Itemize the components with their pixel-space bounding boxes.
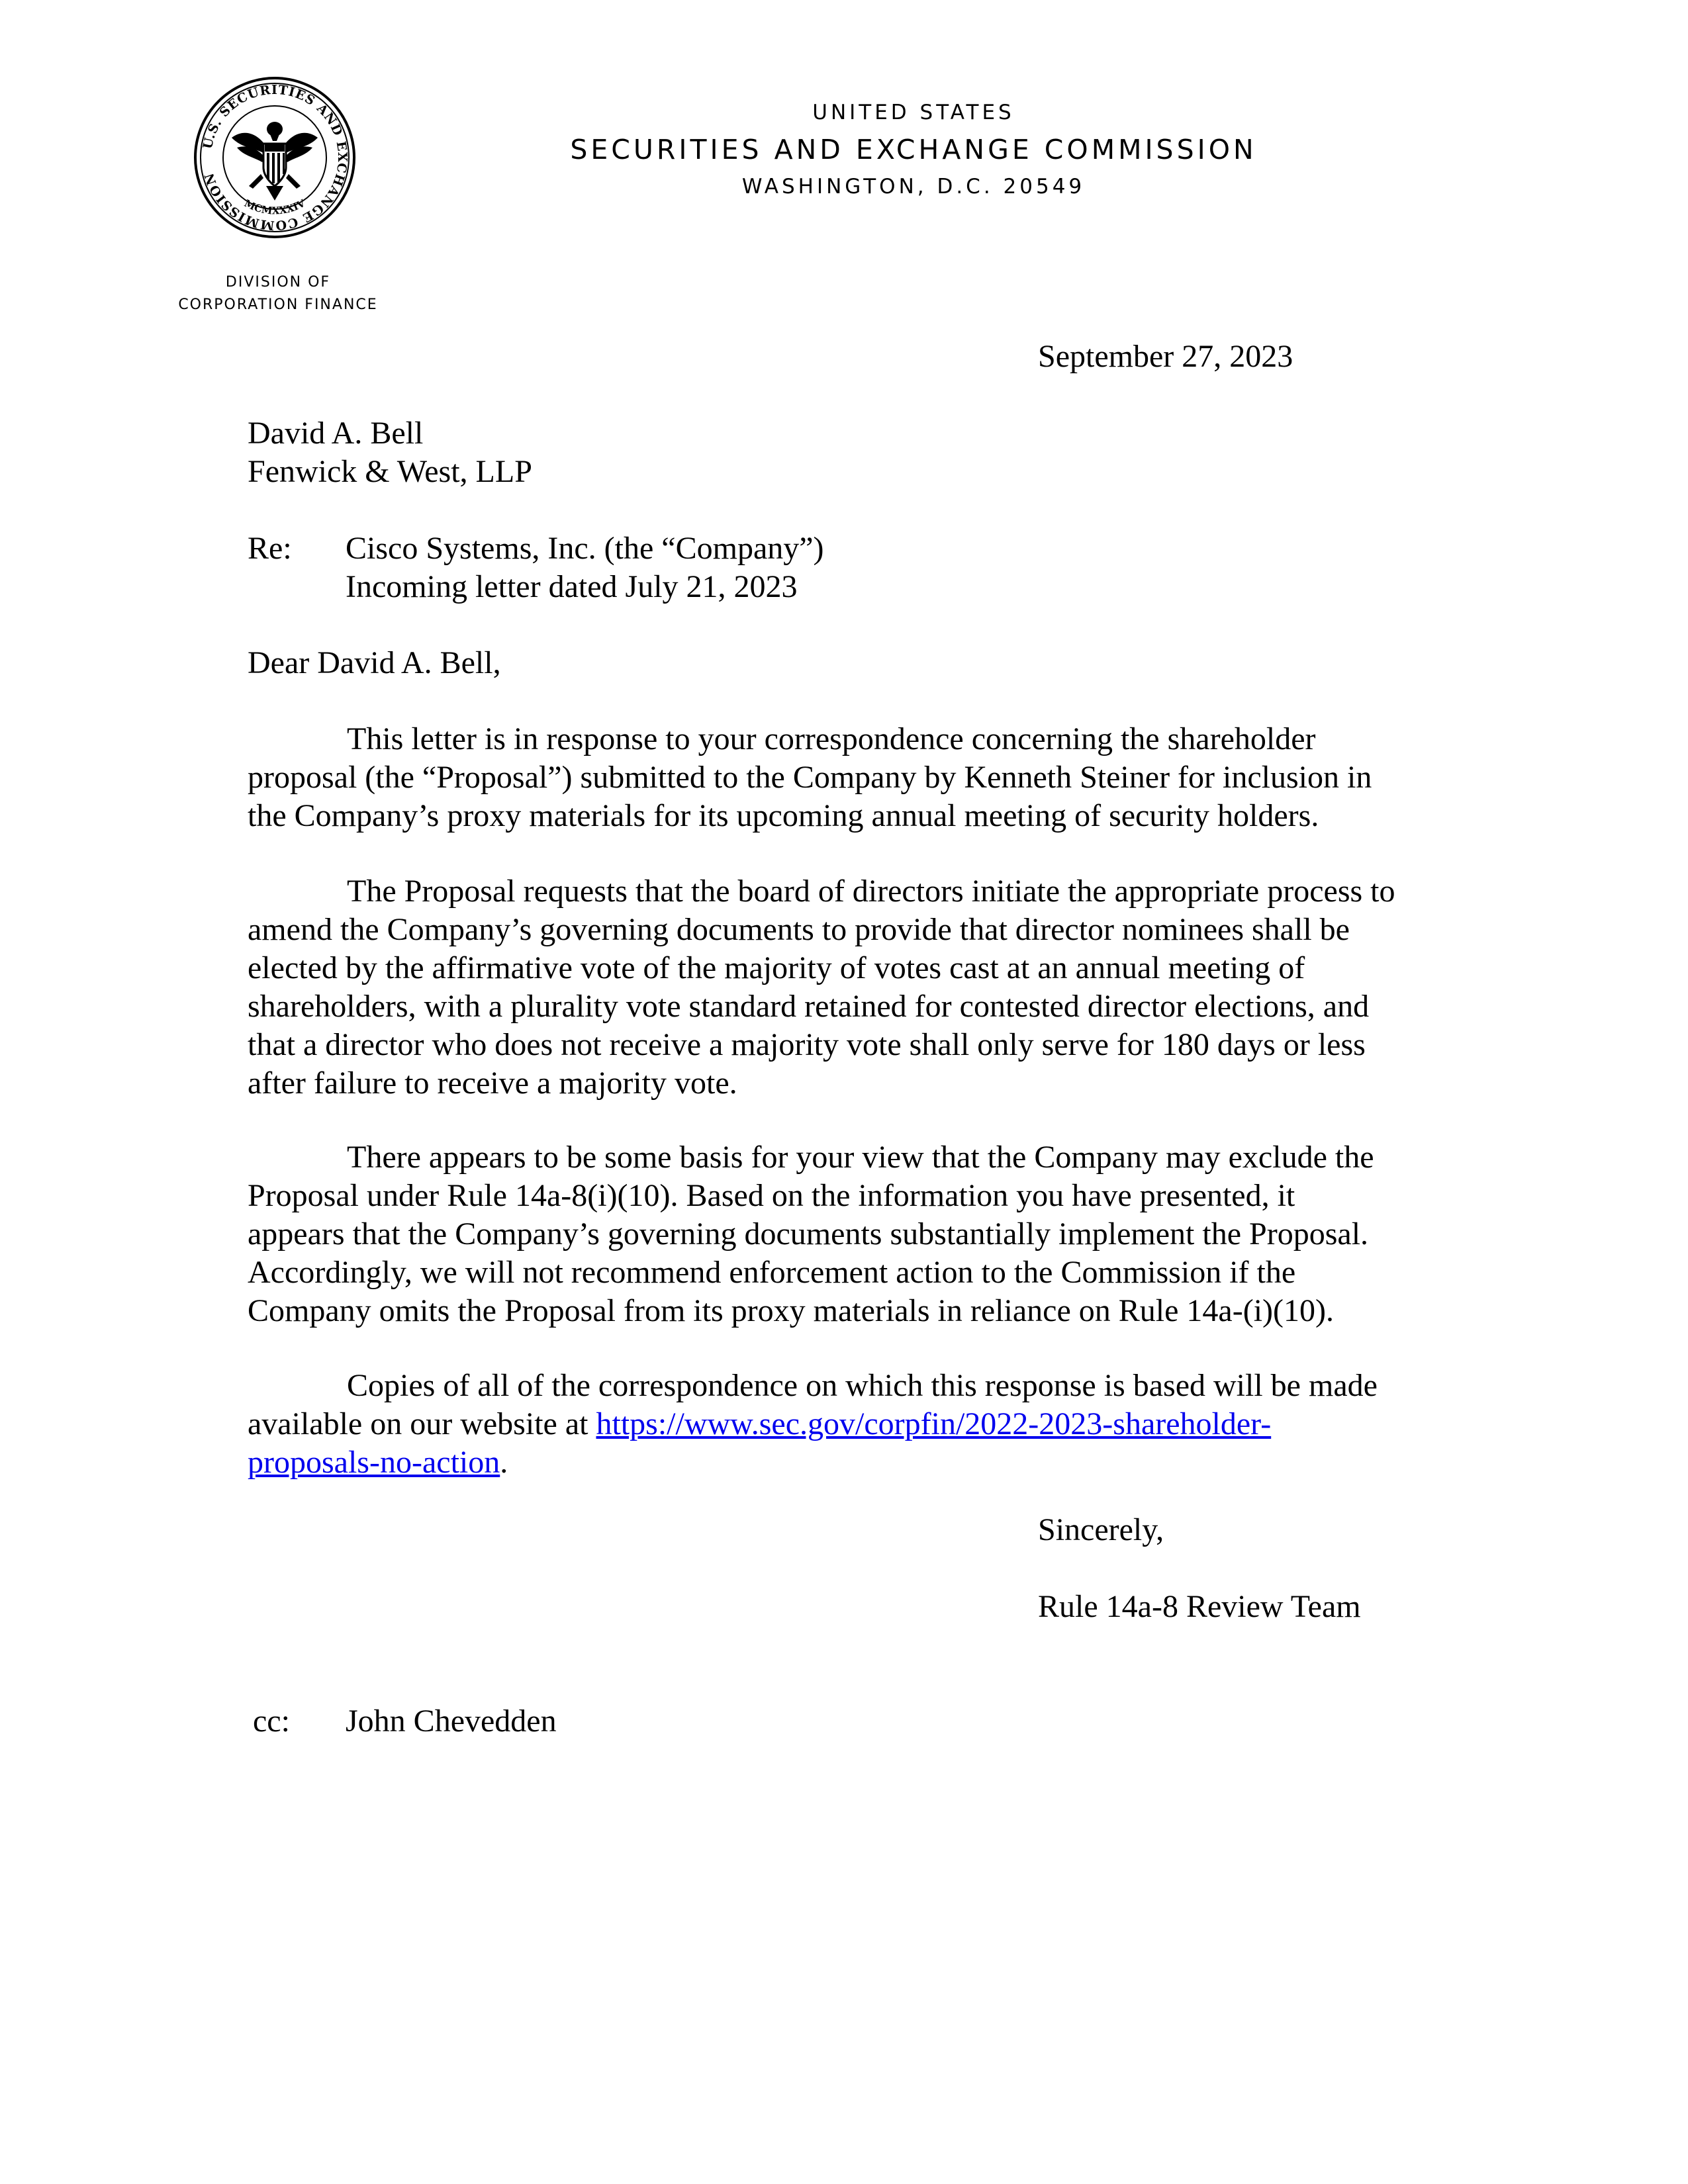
paragraph-3 [248,1138,1452,1330]
letter-date: September 27, 2023 [1038,339,1293,374]
division-line1: DIVISION OF [225,274,331,291]
letterhead-address: WASHINGTON, D.C. 20549 [741,175,1086,199]
letterhead-agency: SECURITIES AND EXCHANGE COMMISSION [570,134,1257,165]
letterhead-country: UNITED STATES [812,101,1015,124]
division-line2: CORPORATION FINANCE [178,296,378,313]
re-incoming-letter: Incoming letter dated July 21, 2023 [346,569,798,604]
paragraph-2-line: after failure to receive a majority vote. [248,1066,737,1101]
signature: Rule 14a-8 Review Team [1038,1589,1361,1624]
cc-label: cc: [253,1704,290,1739]
website-link[interactable]: https://www.sec.gov/corpfin/2022-2023-shareholder- [596,1406,1272,1441]
recipient-firm: Fenwick & West, LLP [248,454,532,489]
recipient-name: David A. Bell [248,416,424,451]
website-intro-text: available on our website at [248,1406,596,1441]
closing: Sincerely, [1038,1512,1164,1547]
paragraph-2-line: amend the Company’s governing documents to provide that director nominees shall be [248,912,1350,947]
cc-name: John Chevedden [346,1704,557,1739]
paragraph-1-line: This letter is in response to your correspondence concerning the shareholder [347,721,1316,756]
paragraph-4-line: Copies of all of the correspondence on which this response is based will be made [347,1368,1378,1403]
paragraph-2-line: shareholders, with a plurality vote standard retained for contested director elections, and [248,989,1370,1024]
paragraph-3-line: appears that the Company’s governing documents substantially implement the Proposal. [248,1216,1369,1251]
division-label [146,271,410,316]
seal-outer-text: U.S. SECURITIES AND EXCHANGE COMMISSION [200,82,350,233]
sec-seal-logo [192,75,357,240]
re-label: Re: [248,531,292,566]
paragraph-3-line: Accordingly, we will not recommend enforcement action to the Commission if the [248,1255,1296,1290]
paragraph-3-line: There appears to be some basis for your view that the Company may exclude the [347,1140,1374,1175]
paragraph-1-line: the Company’s proxy materials for its upcoming annual meeting of security holders. [248,798,1319,833]
re-subject: Cisco Systems, Inc. (the “Company”) [346,531,824,566]
seal-year: MCMXXXIV [242,197,307,217]
paragraph-4-line [248,1405,1452,1443]
paragraph-2 [248,872,1452,1103]
paragraph-4 [248,1367,1452,1482]
paragraph-1 [248,720,1452,835]
paragraph-3-line: Company omits the Proposal from its proxy materials in reliance on Rule 14a-(i)(10). [248,1293,1334,1328]
paragraph-1-line: proposal (the “Proposal”) submitted to the Company by Kenneth Steiner for inclusion in [248,760,1372,795]
period: . [500,1445,508,1480]
letterhead [530,98,1297,201]
paragraph-3-line: Proposal under Rule 14a-8(i)(10). Based on the information you have presented, it [248,1178,1295,1213]
website-link-continued[interactable]: proposals-no-action [248,1445,500,1480]
paragraph-2-line: The Proposal requests that the board of directors initiate the appropriate process to [347,874,1395,909]
salutation: Dear David A. Bell, [248,645,501,680]
paragraph-2-line: elected by the affirmative vote of the majority of votes cast at an annual meeting of [248,950,1305,985]
paragraph-2-line: that a director who does not receive a majority vote shall only serve for 180 days or less [248,1027,1366,1062]
paragraph-4-line [248,1443,1452,1482]
